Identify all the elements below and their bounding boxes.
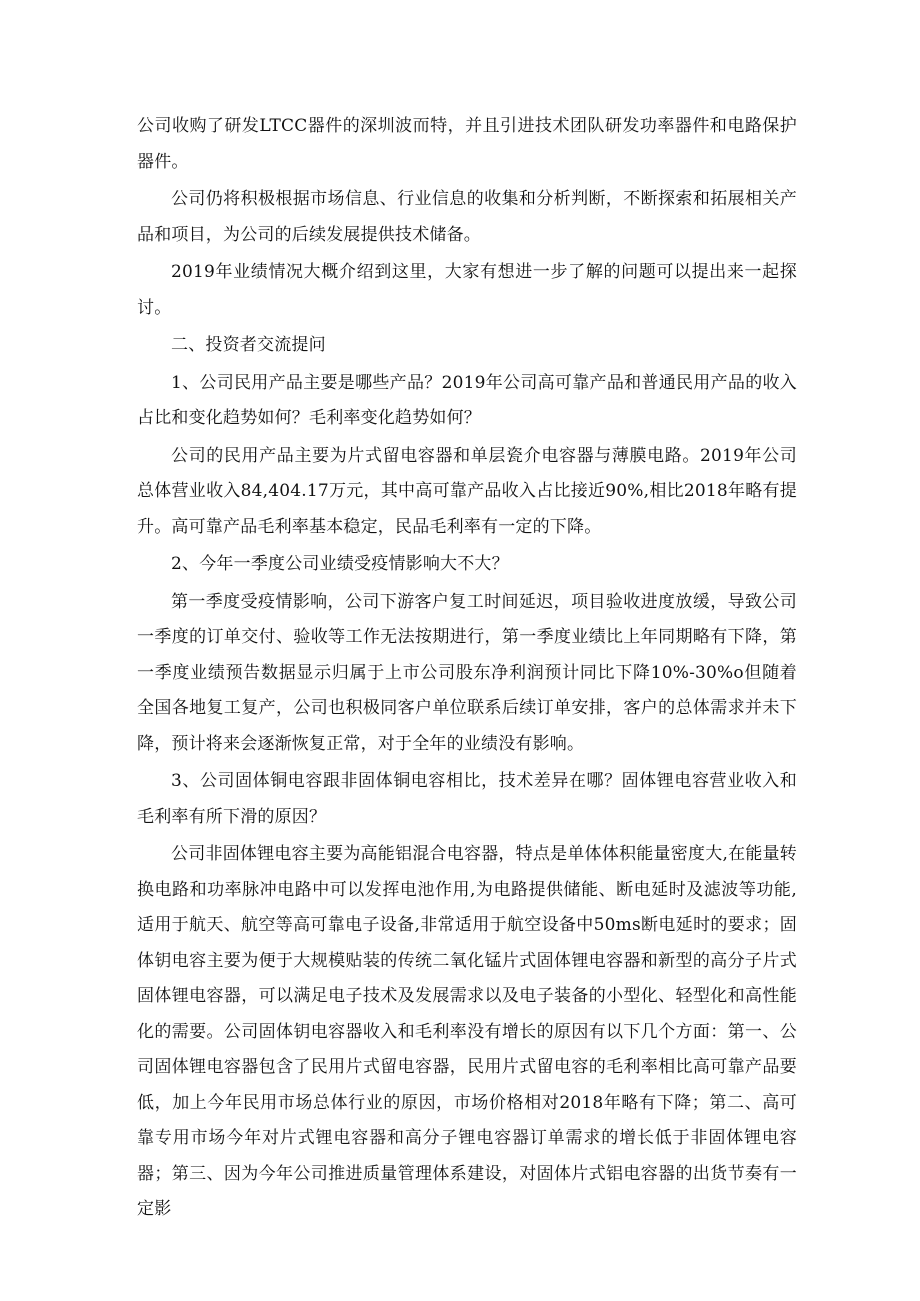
paragraph-intro-close: 2019年业绩情况大概介绍到这里，大家有想进一步了解的问题可以提出来一起探讨。: [137, 262, 797, 318]
question-3: 3、公司固体铜电容跟非固体铜电容相比，技术差异在哪？固体锂电容营业收入和毛利率有所下滑的原因？: [137, 771, 797, 827]
question-2: 2、今年一季度公司业绩受疫情影响大不大？: [171, 554, 509, 574]
answer-2: 第一季度受疫情影响，公司下游客户复工时间延迟，项目验收进度放缓，导致公司一季度的订单交付、验收等工作无法按期进行，第一季度业绩比上年同期略有下降，第一季度业绩预告数据显示归属于上市公司股东净利润预计同比下降10%-30%o但随着全国各地复工复产，公司也积极同客户单位联系后续订单安排，客户的总体需求并未下降，预计将来会逐渐恢复正常，对于全年的业绩没有影响。: [137, 591, 797, 754]
paragraph-outlook: 公司仍将积极根据市场信息、行业信息的收集和分析判断，不断探索和拓展相关产品和项目，为公司的后续发展提供技术储备。: [137, 189, 797, 245]
answer-3: 公司非固体锂电容主要为高能铝混合电容器，特点是单体体积能量密度大,在能量转换电路和功率脉冲电路中可以发挥电池作用,为电路提供储能、断电延时及滤波等功能,适用于航天、航空等高可靠电子设备,非常适用于航空设备中50ms断电延时的要求；固体钥电容主要为便于大规模贴装的传统二氧化锰片式固体锂电容器和新型的高分子片式固体锂电容器，可以满足电子技术及发展需求以及电子装备的小型化、轻型化和高性能化的需要。公司固体钥电容器收入和毛利率没有增长的原因有以下几个方面：第一、公司固体锂电容器包含了民用片式留电容器，民用片式留电容的毛利率相比高可靠产品要低，加上今年民用市场总体行业的原因，市场价格相对2018年略有下降；第二、高可靠专用市场今年对片式锂电容器和高分子锂电容器订单需求的增长低于非固体锂电容器；第三、因为今年公司推进质量管理体系建设，对固体片式铝电容器的出货节奏有一定影: [137, 844, 797, 1219]
paragraph-continuation: 公司收购了研发LTCC器件的深圳波而特，并且引进技术团队研发功率器件和电路保护器件。: [137, 116, 797, 172]
question-1: 1、公司民用产品主要是哪些产品？2019年公司高可靠产品和普通民用产品的收入占比和变化趋势如何？毛利率变化趋势如何？: [137, 372, 797, 428]
section-heading: 二、投资者交流提问: [171, 335, 326, 355]
document-body: [137, 109, 797, 1230]
answer-1: 公司的民用产品主要为片式留电容器和单层瓷介电容器与薄膜电路。2019年公司总体营业收入84,404.17万元，其中高可靠产品收入占比接近90%,相比2018年略有提升。高可靠产品毛利率基本稳定，民品毛利率有一定的下降。: [137, 445, 797, 537]
